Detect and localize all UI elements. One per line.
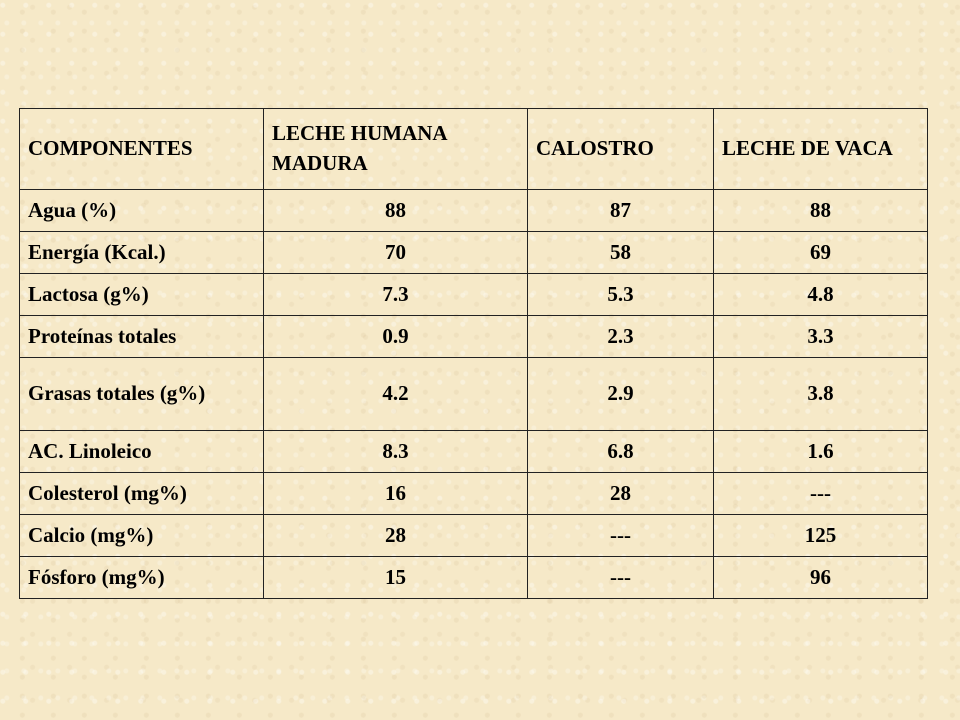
cell-leche-humana-madura: 16: [264, 473, 528, 515]
cell-calostro: 58: [528, 232, 714, 274]
table-row: [20, 358, 928, 431]
header-componentes: COMPONENTES: [20, 109, 264, 190]
row-label: Agua (%): [20, 190, 264, 232]
row-label: Calcio (mg%): [20, 515, 264, 557]
cell-leche-humana-madura: 70: [264, 232, 528, 274]
cell-leche-de-vaca: 88: [714, 190, 928, 232]
table-row: [20, 515, 928, 557]
table-row: [20, 274, 928, 316]
table-row: [20, 557, 928, 599]
row-label: Colesterol (mg%): [20, 473, 264, 515]
table-row: [20, 473, 928, 515]
cell-leche-humana-madura: 7.3: [264, 274, 528, 316]
cell-leche-de-vaca: 125: [714, 515, 928, 557]
table-row: [20, 431, 928, 473]
header-leche-humana-madura: LECHE HUMANA MADURA: [264, 109, 528, 190]
cell-calostro: 5.3: [528, 274, 714, 316]
cell-leche-humana-madura: 8.3: [264, 431, 528, 473]
cell-leche-humana-madura: 4.2: [264, 358, 528, 431]
row-label: Proteínas totales: [20, 316, 264, 358]
row-label: AC. Linoleico: [20, 431, 264, 473]
cell-calostro: 87: [528, 190, 714, 232]
header-calostro: CALOSTRO: [528, 109, 714, 190]
table-row: [20, 316, 928, 358]
cell-leche-de-vaca: 69: [714, 232, 928, 274]
table-header-row: [20, 109, 928, 190]
row-label: Energía (Kcal.): [20, 232, 264, 274]
cell-leche-de-vaca: 96: [714, 557, 928, 599]
cell-leche-de-vaca: ---: [714, 473, 928, 515]
cell-leche-humana-madura: 15: [264, 557, 528, 599]
cell-leche-de-vaca: 1.6: [714, 431, 928, 473]
cell-leche-de-vaca: 4.8: [714, 274, 928, 316]
table-row: [20, 190, 928, 232]
row-label: Fósforo (mg%): [20, 557, 264, 599]
cell-calostro: ---: [528, 557, 714, 599]
cell-leche-humana-madura: 88: [264, 190, 528, 232]
cell-calostro: 2.3: [528, 316, 714, 358]
table-row: [20, 232, 928, 274]
cell-leche-humana-madura: 0.9: [264, 316, 528, 358]
cell-leche-de-vaca: 3.3: [714, 316, 928, 358]
milk-composition-table: [19, 108, 928, 599]
cell-leche-de-vaca: 3.8: [714, 358, 928, 431]
header-leche-de-vaca: LECHE DE VACA: [714, 109, 928, 190]
cell-leche-humana-madura: 28: [264, 515, 528, 557]
cell-calostro: 6.8: [528, 431, 714, 473]
cell-calostro: ---: [528, 515, 714, 557]
row-label: Lactosa (g%): [20, 274, 264, 316]
row-label: Grasas totales (g%): [20, 358, 264, 431]
cell-calostro: 28: [528, 473, 714, 515]
cell-calostro: 2.9: [528, 358, 714, 431]
